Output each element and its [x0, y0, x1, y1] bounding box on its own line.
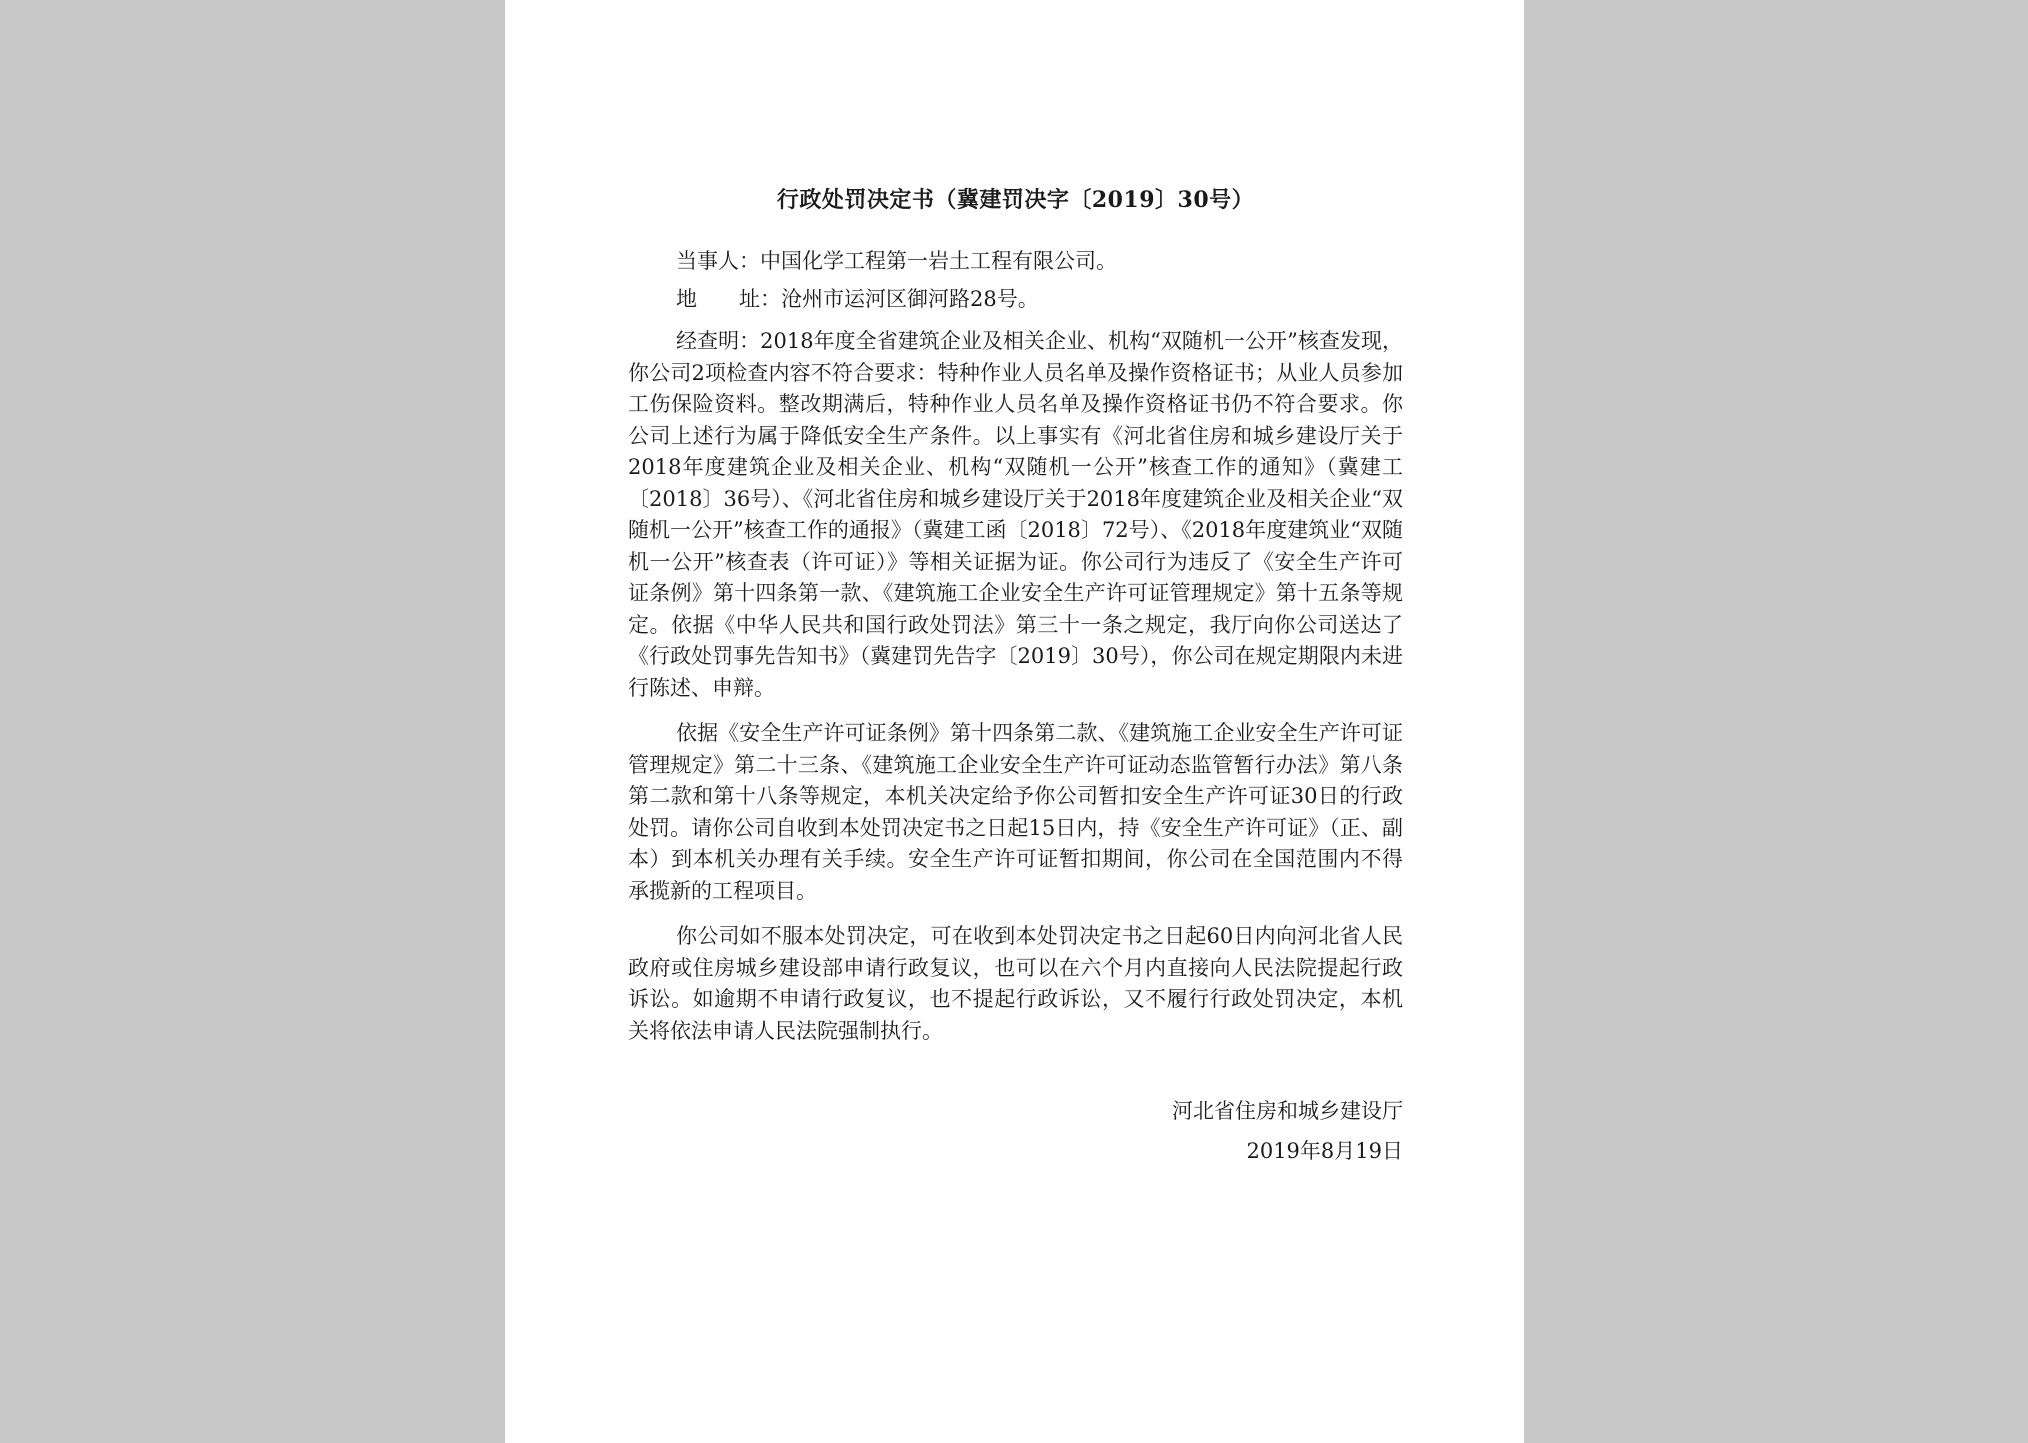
issuer-name: 河北省住房和城乡建设厅: [1172, 1099, 1403, 1123]
issue-date: 2019年8月19日: [1246, 1139, 1403, 1163]
appeal-paragraph: 你公司如不服本处罚决定，可在收到本处罚决定书之日起60日内向河北省人民政府或住房城乡建设部申请行政复议，也可以在六个月内直接向人民法院提起行政诉讼。如逾期不申请行政复议，也不提起行政诉讼，又不履行行政处罚决定，本机关将依法申请人民法院强制执行。: [628, 924, 1403, 1043]
findings-paragraph: 经查明：2018年度全省建筑企业及相关企业、机构“双随机一公开”核查发现，你公司2项检查内容不符合要求：特种作业人员名单及操作资格证书；从业人员参加工伤保险资料。整改期满后，特种作业人员名单及操作资格证书仍不符合要求。你公司上述行为属于降低安全生产条件。以上事实有《河北省住房和城乡建设厅关于2018年度建筑企业及相关企业、机构“双随机一公开”核查工作的通知》（冀建工〔2018〕36号）、《河北省住房和城乡建设厅关于2018年度建筑企业及相关企业“双随机一公开”核查工作的通报》（冀建工函〔2018〕72号）、《2018年度建筑业“双随机一公开”核查表（许可证）》等相关证据为证。你公司行为违反了《安全生产许可证条例》第十四条第一款、《建筑施工企业安全生产许可证管理规定》第十五条等规定。依据《中华人民共和国行政处罚法》第三十一条之规定，我厅向你公司送达了《行政处罚事先告知书》（冀建罚先告字〔2019〕30号），你公司在规定期限内未进行陈述、申辩。: [628, 329, 1403, 700]
document-title: 行政处罚决定书（冀建罚决字〔2019〕30号）: [776, 187, 1255, 213]
address-line: 地 址：沧州市运河区御河路28号。: [676, 287, 1039, 311]
decision-paragraph: 依据《安全生产许可证条例》第十四条第二款、《建筑施工企业安全生产许可证管理规定》第二十三条、《建筑施工企业安全生产许可证动态监管暂行办法》第八条第二款和第十八条等规定，本机关决定给予你公司暂扣安全生产许可证30日的行政处罚。请你公司自收到本处罚决定书之日起15日内，持《安全生产许可证》（正、副本）到本机关办理有关手续。安全生产许可证暂扣期间，你公司在全国范围内不得承揽新的工程项目。: [628, 721, 1403, 903]
document-page: [505, 0, 1524, 1443]
signature-block: [628, 1091, 1403, 1171]
party-line: 当事人：中国化学工程第一岩土工程有限公司。: [676, 249, 1117, 273]
document-body: [628, 182, 1403, 1171]
